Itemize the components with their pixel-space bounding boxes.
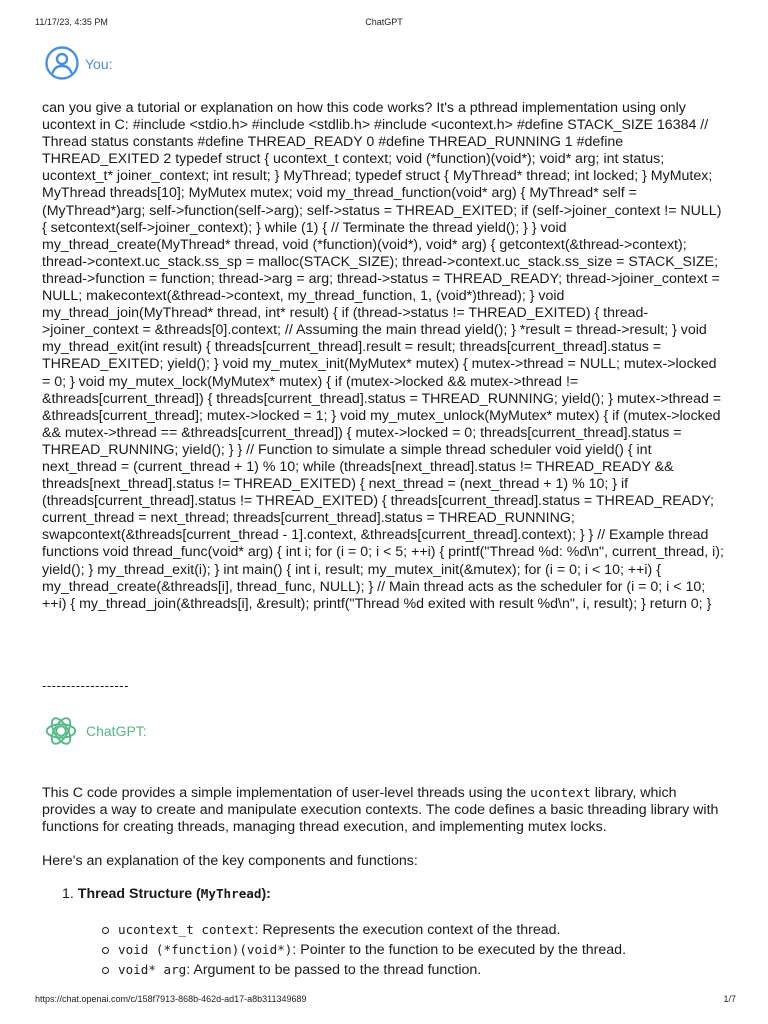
section-heading-item bbox=[62, 886, 271, 902]
user-question-text: can you give a tutorial or explanation on how this code works? It's a pthread implementation using only ucontext in C: #include <stdio.h> #include <stdlib.h> #include <ucontext.h> #define STACK_SIZE 16384 // Thread status constants #define THREAD_READY 0 #define THREAD_RUNNING 1 #define THREAD_EXITED 2 typedef struct { ucontext_t context; void (*function)(void*); void* arg; int status; ucontext_t* joiner_context; int result; } MyThread; typedef struct { MyThread* thread; int locked; } MyMutex; MyThread threads[10]; MyMutex mutex; void my_thread_function(void* arg) { MyThread* self = (MyThread*)arg; self->function(self->arg); self->status = THREAD_EXITED; if (self->joiner_context != NULL) { setcontext(self->joiner_context); } while (1) { // Terminate the thread yield(); } } void my_thread_create(MyThread* thread, void (*function)(void*), void* arg) { getcontext(&thread->context); thread->context.uc_stack.ss_sp = malloc(STACK_SIZE); thread->context.uc_stack.ss_size = STACK_SIZE; thread->function = function; thread->arg = arg; thread->status = THREAD_READY; thread->joiner_context = NULL; makecontext(&thread->context, my_thread_function, 1, (void*)thread); } void my_thread_join(MyThread* thread, int* result) { if (thread->status != THREAD_EXITED) { thread->joiner_context = &threads[0].context; // Assuming the main thread yield(); } *result = thread->result; } void my_thread_exit(int result) { threads[current_thread].result = result; threads[current_thread].status = THREAD_EXITED; yield(); } void my_mutex_init(MyMutex* mutex) { mutex->thread = NULL; mutex->locked = 0; } void my_mutex_lock(MyMutex* mutex) { if (mutex->locked && mutex->thread != &threads[current_thread]) { threads[current_thread].status = THREAD_RUNNING; yield(); } mutex->thread = &threads[current_thread]; mutex->locked = 1; } void my_mutex_unlock(MyMutex* mutex) { if (mutex->locked && mutex->thread == &threads[current_thread]) { mutex->locked = 0; threads[current_thread].status = THREAD_RUNNING; yield(); } } // Function to simulate a simple thread scheduler void yield() { int next_thread = (current_thread + 1) % 10; while (threads[next_thread].status != THREAD_READY && threads[next_thread].status != THREAD_EXITED) { next_thread = (next_thread + 1) % 10; } if (threads[current_thread].status != THREAD_EXITED) { threads[current_thread].status = THREAD_READY; current_thread = next_thread; threads[current_thread].status = THREAD_RUNNING; swapcontext(&threads[current_thread - 1].context, &threads[current_thread].context); } } // Example thread functions void thread_func(void* arg) { int i; for (i = 0; i < 5; ++i) { printf("Thread %d: %d\n", current_thread, i); yield(); } my_thread_exit(i); } int main() { int i, result; my_mutex_init(&mutex); for (i = 0; i < 10; ++i) { my_thread_create(&threads[i], thread_func, NULL); } // Main thread acts as the scheduler for (i = 0; i < 10; ++i) { my_thread_join(&threads[i], &result); printf("Thread %d exited with result %d\n", i, result); } return 0; } bbox=[42, 100, 724, 612]
openai-logo-icon bbox=[42, 712, 80, 750]
inline-code: ucontext bbox=[530, 785, 591, 800]
member-description: : Represents the execution context of the thread. bbox=[254, 922, 561, 938]
answer-intro-text: This C code provides a simple implementation of user-level threads using the bbox=[42, 785, 531, 801]
member-description: : Argument to be passed to the thread function. bbox=[186, 962, 482, 978]
answer-intro-text-end: library, which provides a way to create and manipulate execution contexts. The code defines a basic threading library with functions for creating threads, managing thread execution, and implementing mutex locks. bbox=[42, 785, 719, 836]
section-title-end: ): bbox=[261, 886, 271, 902]
member-code: void* arg bbox=[118, 962, 187, 977]
print-url: https://chat.openai.com/c/158f7913-868b-462d-ad17-a8b311349689 bbox=[35, 994, 307, 1004]
page-number: 1/7 bbox=[723, 994, 736, 1004]
print-datetime: 11/17/23, 4:35 PM bbox=[35, 17, 108, 27]
answer-lead-paragraph: Here's an explanation of the key components and functions: bbox=[42, 853, 418, 869]
list-item bbox=[102, 960, 626, 980]
user-avatar-icon bbox=[44, 45, 80, 81]
speaker-chatgpt-label: ChatGPT: bbox=[86, 723, 147, 739]
member-description: : Pointer to the function to be executed by the thread. bbox=[292, 942, 627, 958]
member-code: ucontext_t context bbox=[118, 922, 255, 937]
message-separator: ------------------ bbox=[42, 678, 129, 693]
section-title-code: MyThread bbox=[200, 886, 262, 901]
answer-intro-paragraph bbox=[42, 784, 732, 836]
member-bullet-list bbox=[102, 920, 626, 980]
speaker-you-label: You: bbox=[85, 56, 113, 72]
member-code: void (*function)(void*) bbox=[118, 942, 293, 957]
list-item bbox=[102, 920, 626, 940]
list-item bbox=[102, 940, 626, 960]
print-title: ChatGPT bbox=[365, 17, 403, 27]
section-title: Thread Structure ( bbox=[77, 886, 201, 902]
section-number: 1. bbox=[62, 886, 74, 902]
